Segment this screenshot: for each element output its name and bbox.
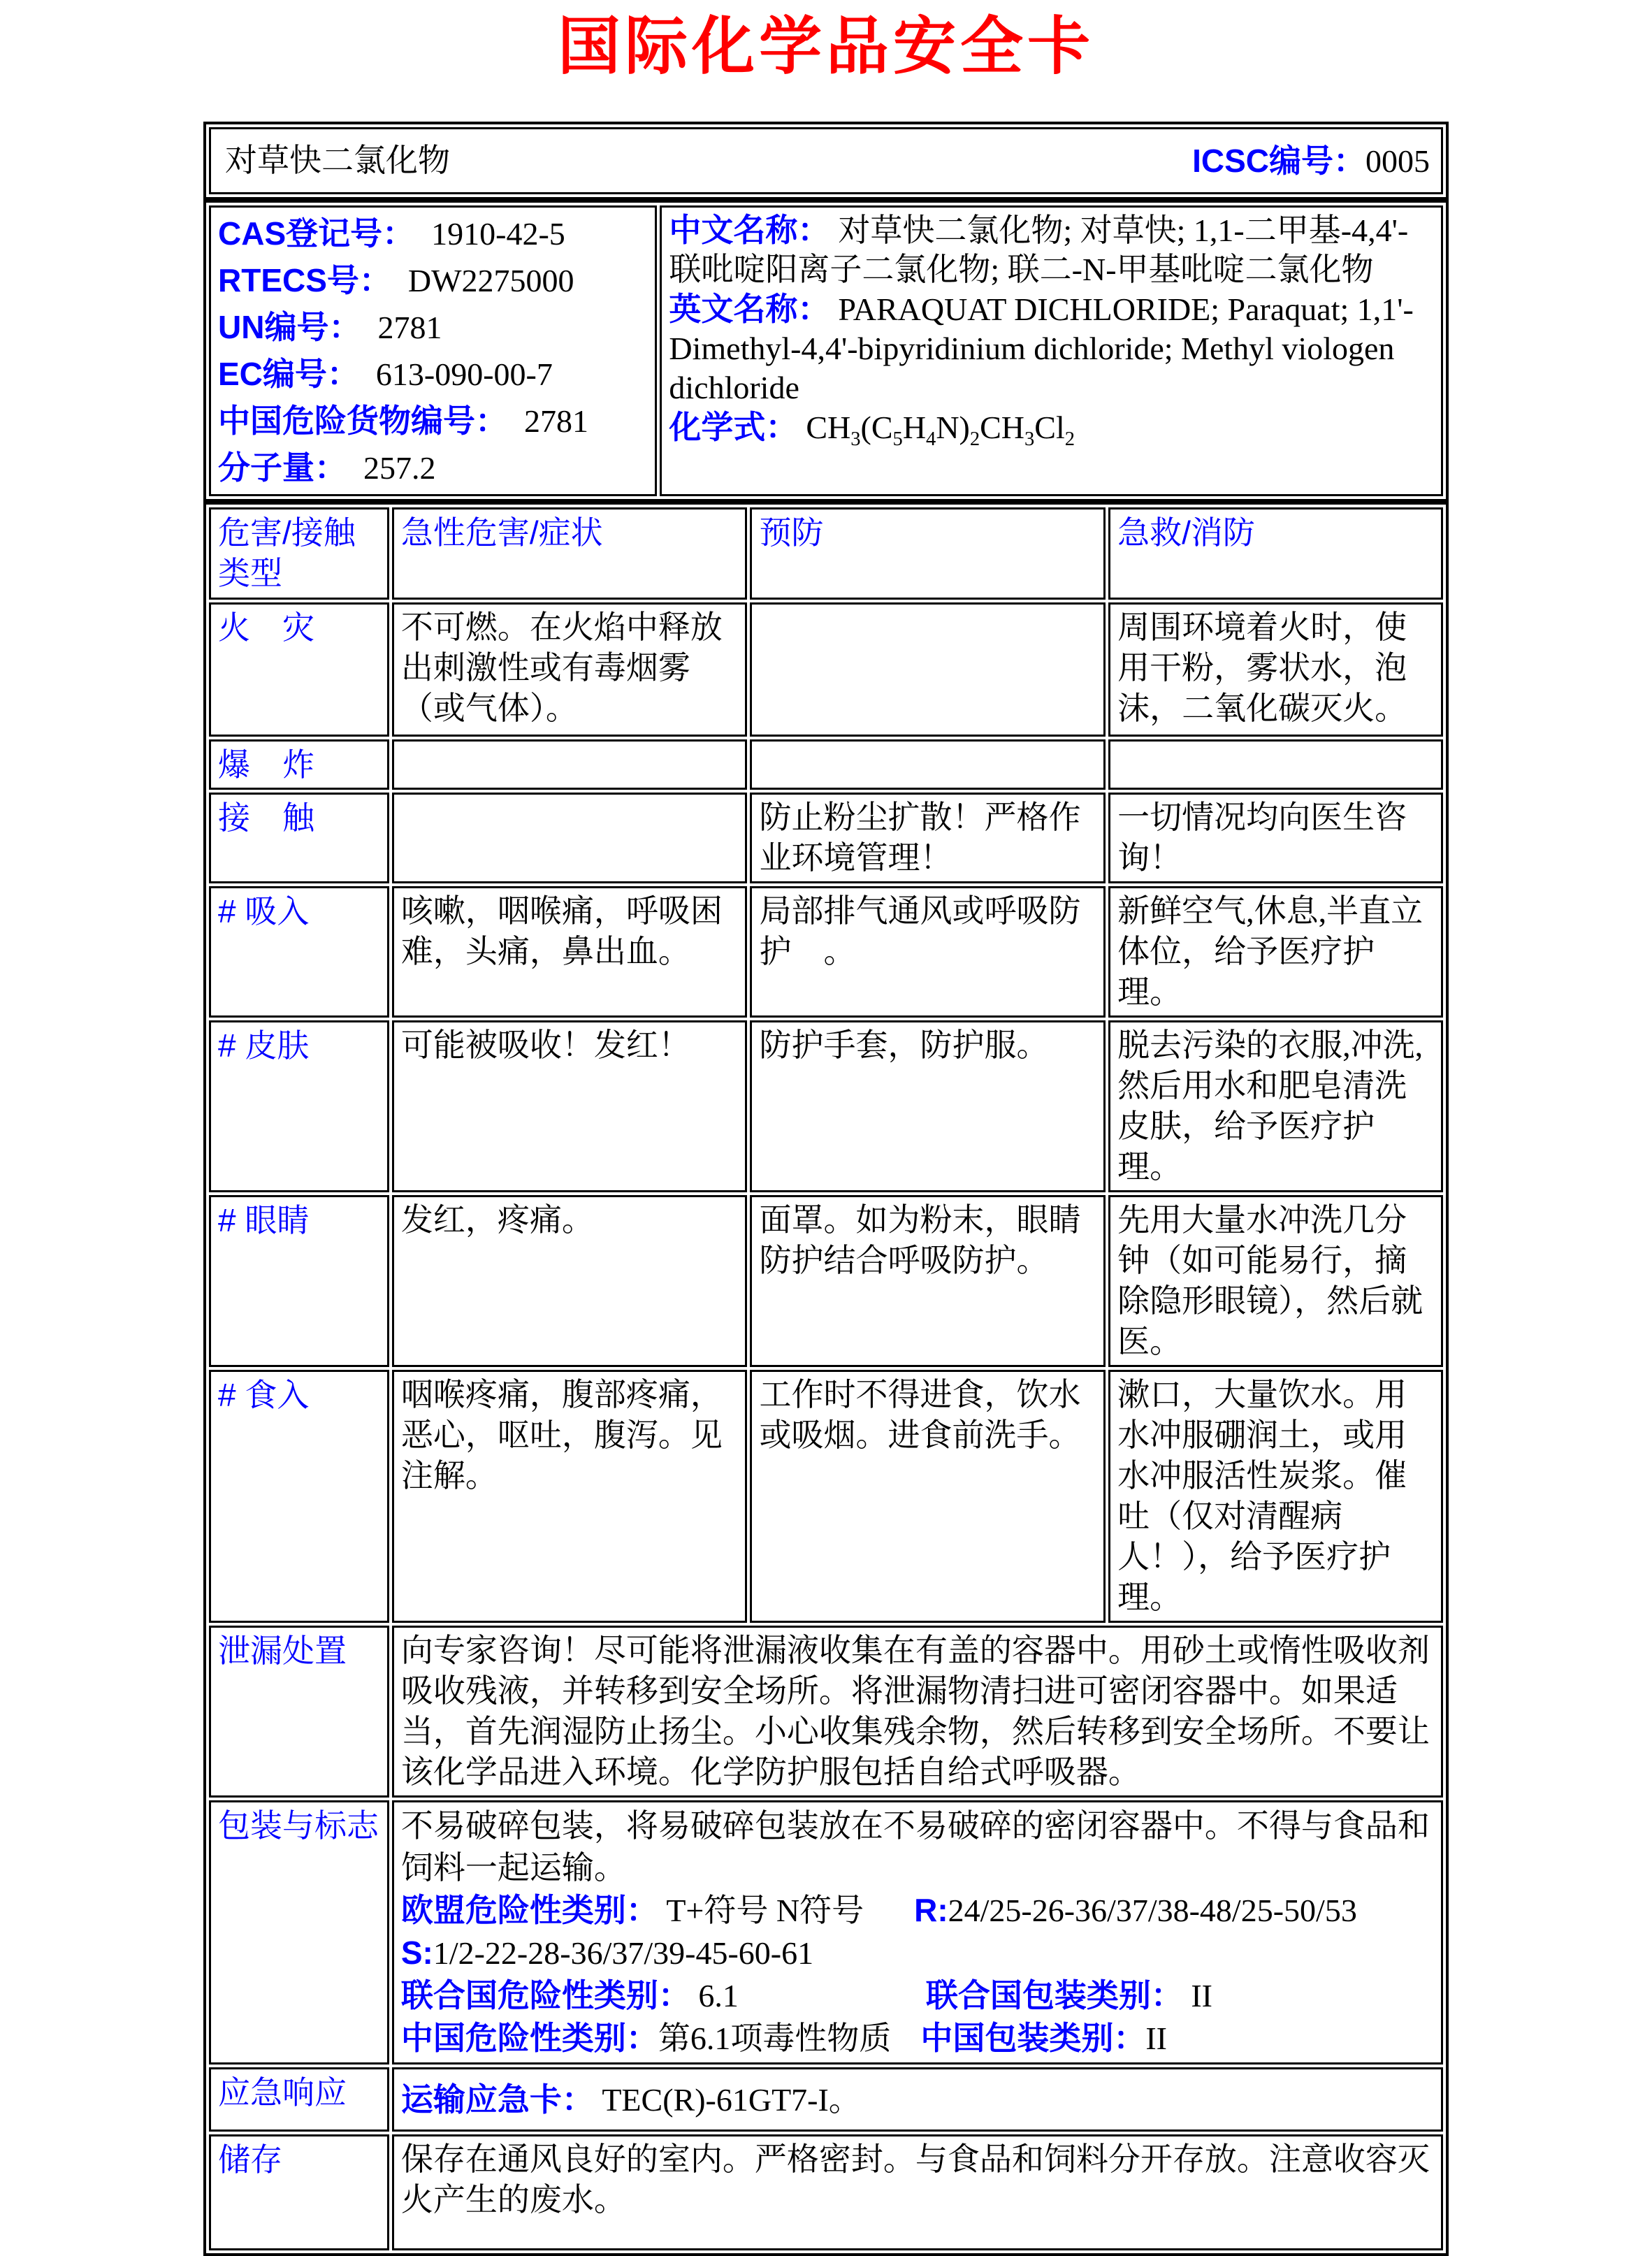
cas-line <box>218 210 648 257</box>
first-aid-cell <box>1108 739 1443 790</box>
prevention-cell <box>750 739 1106 790</box>
en-name-label: 英文名称： <box>669 291 830 327</box>
chemical-formula <box>806 410 1075 451</box>
eu-class-label: 欧盟危险性类别： <box>400 1892 658 1928</box>
cas-value: 1910-42-5 <box>431 216 565 252</box>
s-phrases-line <box>401 1932 1434 1974</box>
formula-block <box>669 407 1434 451</box>
emergency-content-cell <box>392 2067 1443 2132</box>
eu-class-value: T+符号 N符号 <box>666 1893 864 1928</box>
formula-sub: 2 <box>969 428 980 451</box>
ec-line <box>218 351 648 398</box>
info-table <box>203 200 1449 502</box>
header-row <box>209 127 1443 194</box>
rtecs-label: RTECS号： <box>218 262 391 298</box>
row-label: 接 触 <box>209 793 389 883</box>
col-header-first-aid: 急救/消防 <box>1108 507 1443 600</box>
formula-label: 化学式： <box>669 409 798 445</box>
cn-dg-label: 中国危险货物编号： <box>218 403 507 439</box>
packaging-content-cell <box>392 1800 1443 2065</box>
un-label: UN编号： <box>218 309 361 345</box>
un-value: 2781 <box>377 310 442 345</box>
ec-value: 613-090-00-7 <box>375 356 553 392</box>
col-header-prevention: 预防 <box>750 507 1106 600</box>
un-line <box>218 304 648 351</box>
cn-dg-line <box>218 398 648 444</box>
r-phrases-label: R: <box>914 1892 948 1928</box>
symptoms-cell: 不可燃。在火焰中释放出刺激性或有毒烟雾（或气体）。 <box>392 602 748 737</box>
transport-card-label: 运输应急卡： <box>400 2081 594 2118</box>
hazard-row-eyes <box>209 1195 1443 1367</box>
packaging-text: 不易破碎包装，将易破碎包装放在不易破碎的密闭容器中。不得与食品和饲料一起运输。 <box>400 1808 1430 1886</box>
cn-class-value: 第6.1项毒性物质 <box>658 2020 892 2056</box>
spillage-text-cell: 向专家咨询！尽可能将泄漏液收集在有盖的容器中。用砂土或惰性吸收剂吸收残液，并转移到安全场所。将泄漏物清扫进可密闭容器中。如果适当，首先润湿防止扬尘。小心收集残余物，然后转移到安全场所。不要让该化学品进入环境。化学防护服包括自给式呼吸器。 <box>392 1626 1443 1798</box>
cn-pack-value: II <box>1145 2020 1167 2056</box>
transport-card-value: TEC(R)-61GT7-I。 <box>602 2081 861 2118</box>
mw-line <box>218 444 648 491</box>
first-aid-cell: 先用大量水冲洗几分钟（如可能易行，摘除隐形眼镜），然后就医。 <box>1108 1195 1443 1367</box>
hazard-row-exposure <box>209 793 1443 883</box>
en-name-value: PARAQUAT DICHLORIDE; Paraquat; 1,1'-Dimethyl-4,4'-bipyridinium dichloride; Methyl viologen dichloride <box>669 291 1414 405</box>
storage-text-cell: 保存在通风良好的室内。严格密封。与食品和饲料分开存放。注意收容灭火产生的废水。 <box>392 2134 1443 2250</box>
ec-label: EC编号： <box>218 356 359 392</box>
cn-class-line <box>401 2017 1434 2060</box>
first-aid-cell: 一切情况均向医生咨询！ <box>1108 793 1443 883</box>
info-row <box>209 205 1443 496</box>
first-aid-cell: 新鲜空气,休息,半直立体位，给予医疗护理。 <box>1108 886 1443 1018</box>
formula-part: H <box>902 410 927 445</box>
un-class-value: 6.1 <box>698 1978 739 2013</box>
hazard-row-skin <box>209 1020 1443 1192</box>
prevention-cell: 工作时不得进食，饮水或吸烟。进食前洗手。 <box>750 1370 1106 1623</box>
header-cell <box>209 127 1443 194</box>
formula-part: CH <box>980 410 1025 445</box>
hazard-table <box>203 502 1449 2256</box>
prevention-cell <box>750 602 1106 737</box>
rtecs-line <box>218 257 648 304</box>
row-label: 泄漏处置 <box>209 1626 389 1798</box>
col-header-line2: 类型 <box>218 555 282 591</box>
symptoms-cell <box>392 793 748 883</box>
s-phrases-label: S: <box>400 1935 433 1971</box>
col-header-symptoms: 急性危害/症状 <box>392 507 748 600</box>
un-class-line <box>401 1974 1434 2017</box>
prevention-cell: 面罩。如为粉末，眼睛防护结合呼吸防护。 <box>750 1195 1106 1367</box>
icsc-number-group <box>1192 140 1434 182</box>
hazard-header-row <box>209 507 1443 600</box>
formula-sub: 2 <box>1064 428 1075 451</box>
spillage-row <box>209 1626 1443 1798</box>
row-label: # 皮肤 <box>209 1020 389 1192</box>
storage-row <box>209 2134 1443 2250</box>
formula-part: Cl <box>1034 410 1065 445</box>
icsc-card <box>203 0 1449 2256</box>
header-table <box>203 122 1449 200</box>
icsc-value: 0005 <box>1365 143 1430 179</box>
cn-pack-label: 中国包装类别： <box>920 2020 1146 2056</box>
first-aid-cell: 漱口，大量饮水。用水冲服硼润土，或用水冲服活性炭浆。催吐（仅对清醒病人！），给予医疗护理。 <box>1108 1370 1443 1623</box>
hazard-row-explosion <box>209 739 1443 790</box>
cn-name-label: 中文名称： <box>669 212 830 248</box>
symptoms-cell: 可能被吸收！发红！ <box>392 1020 748 1192</box>
cn-name-value: 对草快二氯化物; 对草快; 1,1-二甲基-4,4'-联吡啶阳离子二氯化物; 联二-N-甲基吡啶二氯化物 <box>669 212 1409 287</box>
first-aid-cell: 脱去污染的衣服,冲洗,然后用水和肥皂清洗皮肤，给予医疗护理。 <box>1108 1020 1443 1192</box>
emergency-row <box>209 2067 1443 2132</box>
col-header-hazard-type <box>209 507 389 600</box>
symptoms-cell <box>392 739 748 790</box>
names-cell <box>660 205 1443 496</box>
prevention-cell: 防止粉尘扩散！严格作业环境管理！ <box>750 793 1106 883</box>
row-label: 储存 <box>209 2134 389 2250</box>
row-label: # 食入 <box>209 1370 389 1623</box>
eu-class-line <box>401 1889 1434 1932</box>
row-label: 爆 炸 <box>209 739 389 790</box>
formula-sub: 5 <box>892 428 903 451</box>
un-pack-value: II <box>1191 1978 1212 2013</box>
cas-label: CAS登记号： <box>218 215 415 252</box>
hazard-row-inhalation <box>209 886 1443 1018</box>
row-label: 火 灾 <box>209 602 389 737</box>
row-label: # 吸入 <box>209 886 389 1018</box>
formula-part: CH <box>806 410 851 445</box>
formula-sub: 3 <box>850 428 861 451</box>
mw-label: 分子量： <box>218 449 347 486</box>
hazard-row-fire <box>209 602 1443 737</box>
s-phrases-value: 1/2-22-28-36/37/39-45-60-61 <box>433 1935 814 1971</box>
mw-value: 257.2 <box>363 450 436 486</box>
un-class-label: 联合国危险性类别： <box>400 1977 690 2013</box>
page-title: 国际化学品安全卡 <box>558 12 1094 82</box>
cn-class-label: 中国危险性类别： <box>400 2020 658 2056</box>
cn-dg-value: 2781 <box>524 403 588 439</box>
rtecs-value: DW2275000 <box>407 263 574 298</box>
r-phrases-value: 24/25-26-36/37/38-48/25-50/53 <box>948 1893 1357 1928</box>
en-name-block <box>669 289 1434 407</box>
symptoms-cell: 咽喉疼痛，腹部疼痛，恶心，呕吐，腹泻。见注解。 <box>392 1370 748 1623</box>
cn-name-block <box>669 210 1434 289</box>
formula-part: N) <box>936 410 970 445</box>
formula-part: (C <box>860 410 893 445</box>
col-header-line1: 危害/接触 <box>218 514 356 551</box>
row-label: 应急响应 <box>209 2067 389 2132</box>
hazard-row-ingestion <box>209 1370 1443 1623</box>
symptoms-cell: 咳嗽，咽喉痛，呼吸困难，头痛，鼻出血。 <box>392 886 748 1018</box>
un-pack-label: 联合国包装类别： <box>925 1977 1183 2013</box>
formula-sub: 3 <box>1024 428 1035 451</box>
symptoms-cell: 发红，疼痛。 <box>392 1195 748 1367</box>
prevention-cell: 防护手套，防护服。 <box>750 1020 1106 1192</box>
prevention-cell: 局部排气通风或呼吸防护 。 <box>750 886 1106 1018</box>
identifiers-cell <box>209 205 657 496</box>
row-label: 包装与标志 <box>209 1800 389 2065</box>
header-flex <box>218 132 1434 189</box>
first-aid-cell: 周围环境着火时，使用干粉，雾状水，泡沫，二氧化碳灭火。 <box>1108 602 1443 737</box>
formula-sub: 4 <box>926 428 936 451</box>
row-label: # 眼睛 <box>209 1195 389 1367</box>
chemical-name: 对草快二氯化物 <box>225 143 450 178</box>
packaging-row <box>209 1800 1443 2065</box>
icsc-label: ICSC编号： <box>1192 142 1365 179</box>
